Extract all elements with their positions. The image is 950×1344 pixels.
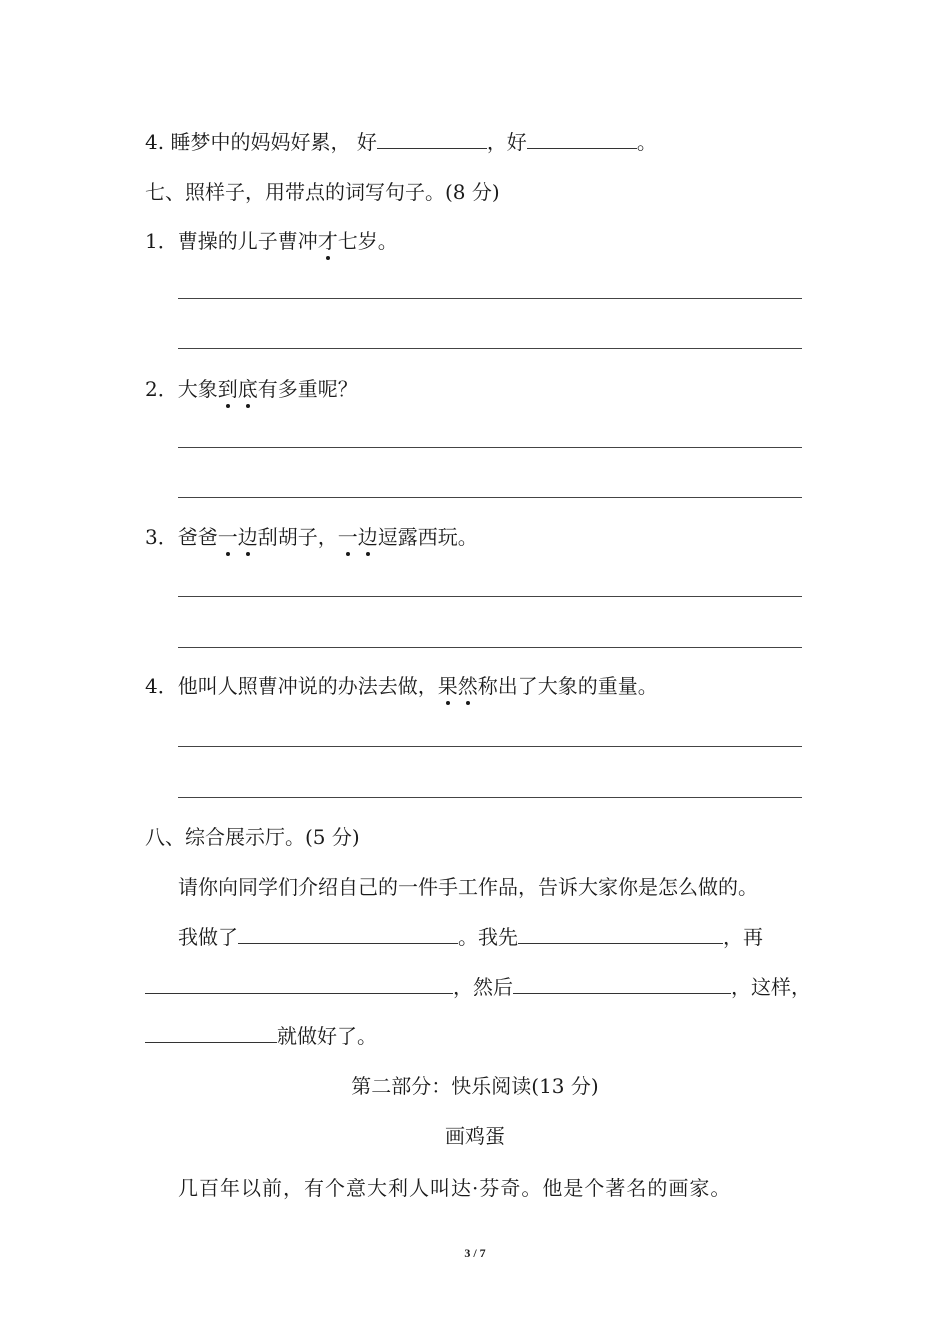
- s8-zai: ，再: [723, 925, 763, 949]
- s8-line1: [178, 923, 763, 951]
- story-title: 画鸡蛋: [445, 1124, 505, 1148]
- s6-item4-hao1: 好: [356, 130, 377, 154]
- part2-title: 第二部分：快乐阅读(13 分): [351, 1074, 599, 1098]
- s7-q4-answer-line-2[interactable]: [178, 797, 802, 798]
- s7-q2-answer-line-2[interactable]: [178, 497, 802, 498]
- s7-q1-b: 七岁。: [337, 229, 398, 253]
- s7-q4-answer-line-1[interactable]: [178, 746, 802, 747]
- s7-q3-a: 爸爸: [177, 525, 218, 549]
- s7-q1-dot: 才: [317, 229, 338, 253]
- s7-q2-dot1: 到: [217, 377, 238, 401]
- s7-q3-dot4: 边: [357, 525, 378, 549]
- s7-title: 七、照样子，用带点的词写句子。(8 分): [145, 180, 500, 204]
- s7-q3-b: 刮胡子，: [257, 525, 338, 549]
- s8-woxian: 。我先: [458, 925, 518, 949]
- s8-line3: [145, 1022, 377, 1050]
- s8-jiuzuohaole: 就做好了。: [277, 1024, 377, 1048]
- s7-q3-num: 3．: [145, 525, 178, 549]
- s8-blank-then[interactable]: [145, 973, 453, 994]
- s7-q1-a: 曹操的儿子曹冲: [177, 229, 318, 253]
- s7-q1-answer-line-1[interactable]: [178, 298, 802, 299]
- s7-q3-dot1: 一: [217, 525, 238, 549]
- s7-q4-dot2: 然: [457, 674, 478, 698]
- s7-q3-c: 逗露西玩。: [377, 525, 478, 549]
- s8-line2: [145, 973, 811, 1001]
- s8-blank-after[interactable]: [513, 973, 731, 994]
- s7-q4-b: 称出了大象的重量。: [477, 674, 658, 698]
- s7-q4-num: 4．: [145, 674, 178, 698]
- s6-item4: [145, 128, 657, 156]
- s7-q4: [145, 672, 658, 700]
- s6-item4-blank1[interactable]: [377, 128, 487, 149]
- s7-q3-dot3: 一: [337, 525, 358, 549]
- s6-item4-sep: ，好: [486, 130, 527, 154]
- page-number: 3 / 7: [464, 1246, 486, 1260]
- s8-blank-work[interactable]: [238, 923, 458, 944]
- s7-q2-dot2: 底: [237, 377, 258, 401]
- s7-q4-a: 他叫人照曹冲说的办法去做，: [177, 674, 438, 698]
- story-paragraph-1: 几百年以前，有个意大利人叫达·芬奇。他是个著名的画家。: [178, 1176, 732, 1200]
- s7-q2-a: 大象: [177, 377, 218, 401]
- s8-title: 八、综合展示厅。(5 分): [145, 825, 360, 849]
- s7-q1: [145, 227, 398, 255]
- s7-q4-dot1: 果: [437, 674, 458, 698]
- s8-wozuole: 我做了: [178, 925, 238, 949]
- s7-q3-dot2: 边: [237, 525, 258, 549]
- s7-q2-b: 有多重呢？: [257, 377, 358, 401]
- s8-zheyang: ，这样，: [731, 975, 811, 999]
- s8-ranhou: ，然后: [453, 975, 513, 999]
- s7-q1-answer-line-2[interactable]: [178, 348, 802, 349]
- s7-q3-answer-line-1[interactable]: [178, 596, 802, 597]
- s8-blank-thus[interactable]: [145, 1022, 277, 1043]
- s6-item4-prefix: 4. 睡梦中的妈妈好累，: [145, 130, 351, 154]
- s8-prompt: 请你向同学们介绍自己的一件手工作品，告诉大家你是怎么做的。: [178, 875, 758, 899]
- s6-item4-end: 。: [636, 130, 657, 154]
- s7-q1-num: 1．: [145, 229, 178, 253]
- s6-item4-blank2[interactable]: [527, 128, 637, 149]
- s8-blank-first[interactable]: [518, 923, 723, 944]
- s7-q3-answer-line-2[interactable]: [178, 647, 802, 648]
- s7-q2-num: 2．: [145, 377, 178, 401]
- s7-q2-answer-line-1[interactable]: [178, 447, 802, 448]
- s7-q2: [145, 375, 358, 403]
- s7-q3: [145, 523, 478, 551]
